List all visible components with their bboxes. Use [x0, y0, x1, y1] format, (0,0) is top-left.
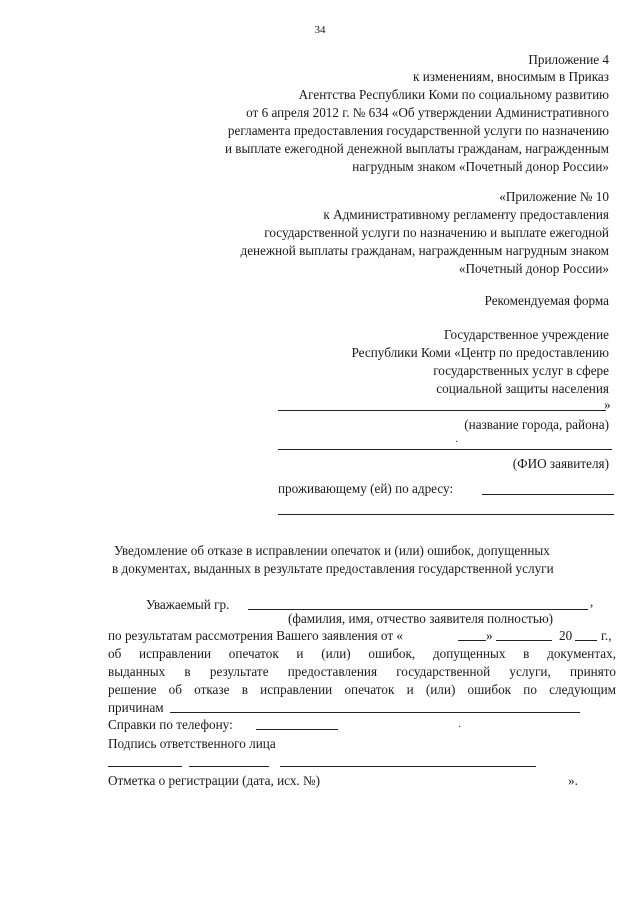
institution-line: Государственное учреждение: [444, 327, 609, 342]
signature-blank-line[interactable]: [189, 766, 269, 767]
body-line-reasons: причинам: [108, 700, 164, 715]
annex10-line: денежной выплаты гражданам, награжденным нагрудным знаком: [240, 243, 609, 258]
annex-line: Агентства Республики Коми по социальному развитию: [298, 87, 609, 102]
signature-name-blank-line[interactable]: [280, 766, 536, 767]
body-line-1d: г.,: [601, 628, 612, 643]
month-blank-line[interactable]: [496, 640, 552, 641]
institution-line: Республики Коми «Центр по предоставлению: [351, 345, 609, 360]
fio-blank-line[interactable]: [278, 449, 612, 450]
annex-line: от 6 апреля 2012 г. № 634 «Об утверждении Административного: [246, 105, 609, 120]
institution-blank-line[interactable]: [278, 410, 606, 411]
fio-caption: (ФИО заявителя): [512, 456, 609, 471]
signature-blank-line[interactable]: [108, 766, 182, 767]
annex10-line: к Административному регламенту предоставления: [323, 207, 609, 222]
notice-title-line: в документах, выданных в результате предоставления государственной услуги: [112, 561, 554, 576]
closing-mark: ».: [568, 773, 578, 788]
body-line-1b: »: [486, 628, 493, 643]
recommended-form-label: Рекомендуемая форма: [484, 293, 609, 308]
body-line-1a: по результатам рассмотрения Вашего заявления от «: [108, 628, 404, 643]
registration-label: Отметка о регистрации (дата, исх. №): [108, 773, 320, 788]
annex-line: Приложение 4: [528, 52, 609, 67]
signature-label: Подпись ответственного лица: [108, 736, 276, 751]
name-caption: (фамилия, имя, отчество заявителя полностью): [288, 611, 554, 626]
annex-line: нагрудным знаком «Почетный донор России»: [352, 159, 609, 174]
annex-line: и выплате ежегодной денежной выплаты гражданам, награжденным: [224, 141, 609, 156]
body-line: выданных в результате предоставления государственной услуги, принято: [108, 664, 616, 679]
year-blank-line[interactable]: [575, 640, 597, 641]
speck-mark: ·: [458, 722, 462, 733]
address-label: проживающему (ей) по адресу:: [278, 481, 454, 496]
annex-line: к изменениям, вносимым в Приказ: [413, 69, 609, 84]
body-line: решение об отказе в исправлении опечаток и (или) ошибок по следующим: [108, 682, 616, 697]
body-line: об исправлении опечаток и (или) ошибок, допущенных в документах,: [108, 646, 616, 661]
address-blank-line[interactable]: [482, 494, 614, 495]
day-blank-line[interactable]: [458, 640, 486, 641]
address-blank-line-2[interactable]: [278, 514, 614, 515]
greeting-label: Уважаемый гр.: [146, 597, 230, 612]
annex-line: регламента предоставления государственной услуги по назначению: [227, 123, 609, 138]
institution-line: государственных услуг в сфере: [433, 363, 609, 378]
institution-closing-quote: »: [604, 397, 611, 412]
annex10-line: «Приложение № 10: [499, 189, 609, 204]
annex10-line: государственной услуги по назначению и выплате ежегодной: [264, 225, 609, 240]
body-line-1c: 20: [559, 628, 573, 643]
city-caption: (название города, района): [464, 417, 609, 432]
notice-title-line: Уведомление об отказе в исправлении опечаток и (или) ошибок, допущенных: [114, 543, 550, 558]
reasons-blank-line[interactable]: [170, 712, 580, 713]
page-number: 34: [314, 24, 326, 36]
phone-blank-line[interactable]: [256, 729, 338, 730]
greeting-comma: ,: [590, 594, 594, 609]
phone-label: Справки по телефону:: [108, 717, 233, 732]
speck-mark: ·: [455, 437, 459, 448]
institution-line: социальной защиты населения: [436, 381, 609, 396]
annex10-line: «Почетный донор России»: [458, 261, 609, 276]
